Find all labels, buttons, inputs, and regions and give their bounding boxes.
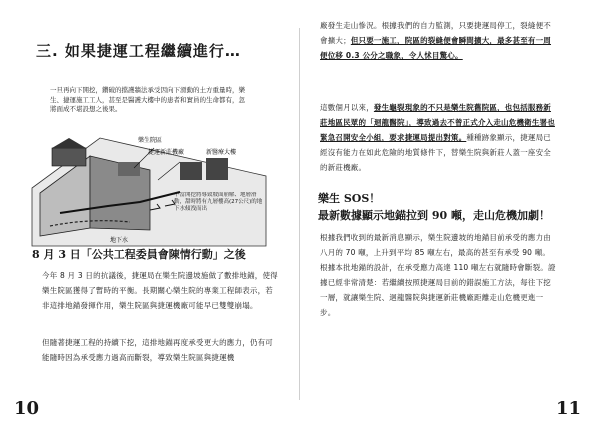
section-heading: 三. 如果捷運工程繼續進行… <box>36 42 241 60</box>
page-number-right: 11 <box>556 398 582 419</box>
right-paragraph-1-emphasis: 但只要一施工，院區的裂縫便會瞬間擴大，最多甚至有一周便位移 0.3 公分之職象，令人怵目驚心。 <box>320 36 552 60</box>
main-heading: 最新數據顯示地錨拉到 90 噸，走山危機加劇！ <box>318 209 550 222</box>
right-paragraph-2-emphasis: 發生龜裂現象的不只是樂生院舊院區，也包括服務新莊地區民眾的「迴龍醫院」，導致過去不曾正式介入走山危機衛生署也緊急召開安全小組，要求捷運局提出對策。 <box>320 103 555 142</box>
label-underground: 地下水 <box>110 237 129 244</box>
left-paragraph-2: 但隨著捷運工程的持續下挖，這排地錨再度承受更大的應力，仍有可能隨時因為承受應力過高而斷裂，導致樂生院區與捷運機 <box>42 338 273 362</box>
label-tunnel: 捷運新莊機廠 <box>148 149 185 156</box>
intro-text: 一旦再向下開挖，鑽破的擋護牆法承受因向下滑動的土方重量時，樂生、捷運施工工人，甚至是醫護大樓中的患者和實員的生命都有，忽將面成不堪設想之後果。 <box>50 86 245 113</box>
left-subheading: 8 月 3 日「公共工程委員會陳情行動」之後 <box>32 248 246 261</box>
right-paragraph-1-lead: 廠發生走山慘況。根據我們的自力監測，只要捷運局停工，裂縫便不會擴大； <box>320 21 551 45</box>
left-paragraph-1: 今年 8 月 3 日的抗議後，捷運局在樂生院邊坡施做了數排地錨，使得樂生院區獲得了暫時的平衡。長期關心樂生院的專業工程師表示，若非這排地錨發揮作用，樂生院區與捷運機廠可能早已雙雙崩塌。 <box>42 271 278 310</box>
page-number-left: 10 <box>14 398 40 419</box>
right-paragraph-3: 根據我們收到的最新消息顯示，樂生院邊坡的地錨目前承受的應力由八月的 70 噸，上升到平均 85 噸左右，最高的甚至有承受 90 噸。根據本批地錨的設計，在承受應力高達 110 噸左右就隨時會斷裂。證據已經非常清楚：若繼續按照捷運局目前的錯誤施工方法，每往下挖一層，就讓樂生院、迴龍醫院與捷運新莊機廠距離走山危機更進一步。 <box>320 233 556 317</box>
label-new-hospital: 新醫療大樓 <box>206 149 237 156</box>
right-paragraph-2-tail: 種種跡象顯示，捷運局已經沒有能力在如此危險的地質條件下，替樂生院與新莊人蓋一座安全的新莊機廠。 <box>320 133 552 172</box>
sos-heading: 樂生 SOS！ <box>318 192 381 205</box>
right-paragraph-1 <box>320 18 556 63</box>
right-paragraph-2 <box>320 100 556 175</box>
label-building: 樂生院區 <box>138 137 163 144</box>
right-paragraph-2-lead: 這數個月以來， <box>320 103 374 112</box>
landslide-diagram <box>30 118 268 248</box>
diagram-caption: 不當開挖將導致坡面崩解、地層滑動，甜時將有九層樓高(27公尺)的地下水傾洩而出 <box>174 192 263 212</box>
